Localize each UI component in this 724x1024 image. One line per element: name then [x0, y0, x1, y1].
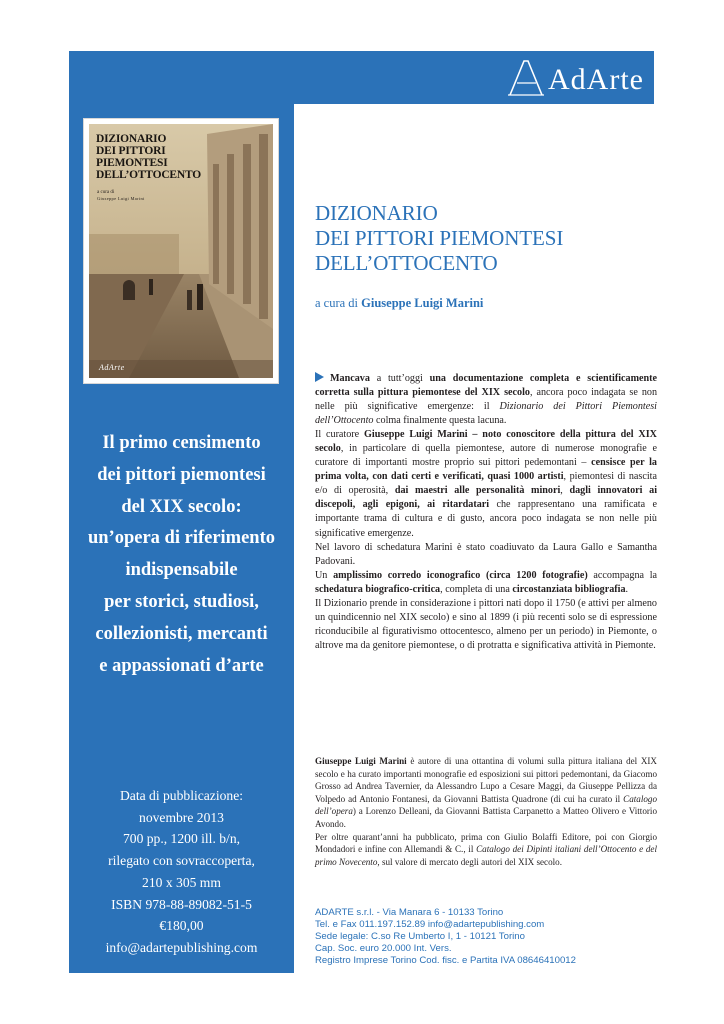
- cover-subtitle: a cura di Giuseppe Luigi Marini: [97, 190, 145, 201]
- paragraph-collaborators: Nel lavoro di schedatura Marini è stato coadiuvato da Laura Gallo e Samantha Padovani.: [315, 541, 657, 567]
- author-bio: Giuseppe Luigi Marini è autore di una ottantina di volumi sulla pittura italiana del XIX secolo e ha curato importanti monografie ed esposizioni sui pittori pedemontani, da Giacomo Grosso ad Andrea Tavernier, da Alessandro Lupo a Cesare Maggi, da Giuseppe Pellizza da Volpedo ad Antonio Fontanesi, da Giovanni Battista Quadrone (di cui ha curato il Catalogo dell’opera) a Lorenzo Delleani, da Giovanni Battista Carpanetto a Matteo Olivero e Vittorio Avondo. Per oltre quarant’anni ha pubblicato, prima con Giulio Bolaffi Editore, poi con Giorgio Mondadori e infine con Allemandi & C., il Catalogo dei Dipinti italiani dell’Ottocento e del primo Novecento, sul valore di mercato degli autori del XIX secolo.: [315, 756, 657, 867]
- publisher-contacts: ADARTE s.r.l. - Via Manara 6 - 10133 Torino Tel. e Fax 011.197.152.89 info@adartepublishing.com Sede legale: C.so Re Umberto I, 1 - 10121 Torino Cap. Soc. euro 20.000 Int. Vers. Registro Imprese Torino Cod. fisc. e Partita IVA 08646410012: [315, 907, 576, 966]
- description: [315, 372, 657, 653]
- paragraph-iconography: Un amplissimo corredo iconografico (circa 1200 fotografie) accompagna la schedatura biografico-critica, completa di una circostanziata bibliografia.: [315, 569, 658, 595]
- publication-info: Data di pubblicazione: novembre 2013 700 pp., 1200 ill. b/n, rilegato con sovraccoperta, 210 x 305 mm ISBN 978-88-89082-51-5 €180,00 info@adartepublishing.com: [105, 788, 258, 955]
- paragraph-curator: Il curatore Giuseppe Luigi Marini – noto conoscitore della pittura del XIX secolo, in particolare di quella piemontese, autore di numerose monografie e curatore di importanti mostre proprio sui pittori pedemontani – censisce per la prima volta, con dati certi e verificati, quasi 1000 artisti, piemontesi di nascita e/o di operosità, dai maestri alle personalità minori, dagli innovatori ai discepoli, agli epigoni, ai ritardatari che rappresentano una ramificata e importante trama di cultura e di gusto, ancora poco indagata se non nelle più significative emergenze.: [315, 429, 658, 539]
- tagline: Il primo censimento dei pittori piemontesi del XIX secolo: un’opera di riferimento indispensabile per storici, studiosi, collezionisti, mercanti e appassionati d’arte: [87, 433, 276, 676]
- cover-title: DIZIONARIO DEI PITTORI PIEMONTESI DELL’OTTOCENTO: [96, 133, 202, 181]
- paragraph-scope: Il Dizionario prende in considerazione i pittori nati dopo il 1750 (e attivi per almeno un quindicennio nel XIX secolo) e sino al 1899 (i più recenti solo se di espressione riconducibile al figurativismo ottocentesco, almeno per un periodo) in Piemonte, o altrove ma da genitore piemontese, o di protratta e significativa attività in Piemonte.: [315, 597, 657, 651]
- arrow-right-icon: [315, 372, 324, 382]
- logo-text: AdArte: [548, 63, 644, 96]
- book-cover: [84, 119, 278, 383]
- curator-line: a cura di Giuseppe Luigi Marini: [315, 296, 484, 310]
- paragraph-intro: Mancava a tutt’oggi una documentazione completa e scientificamente corretta sulla pittura piemontese del XIX secolo, ancora poco indagata se non nelle più significative emergenze: il Dizionario dei Pittori Piemontesi dell’Ottocento colma finalmente questa lacuna.: [315, 373, 658, 427]
- main-title: DIZIONARIO DEI PITTORI PIEMONTESI DELL’OTTOCENTO: [315, 201, 564, 275]
- logo-a-icon: [506, 57, 546, 97]
- publisher-logo: [506, 57, 644, 97]
- header-band: [69, 51, 654, 104]
- cover-logo: AdArte: [99, 363, 125, 372]
